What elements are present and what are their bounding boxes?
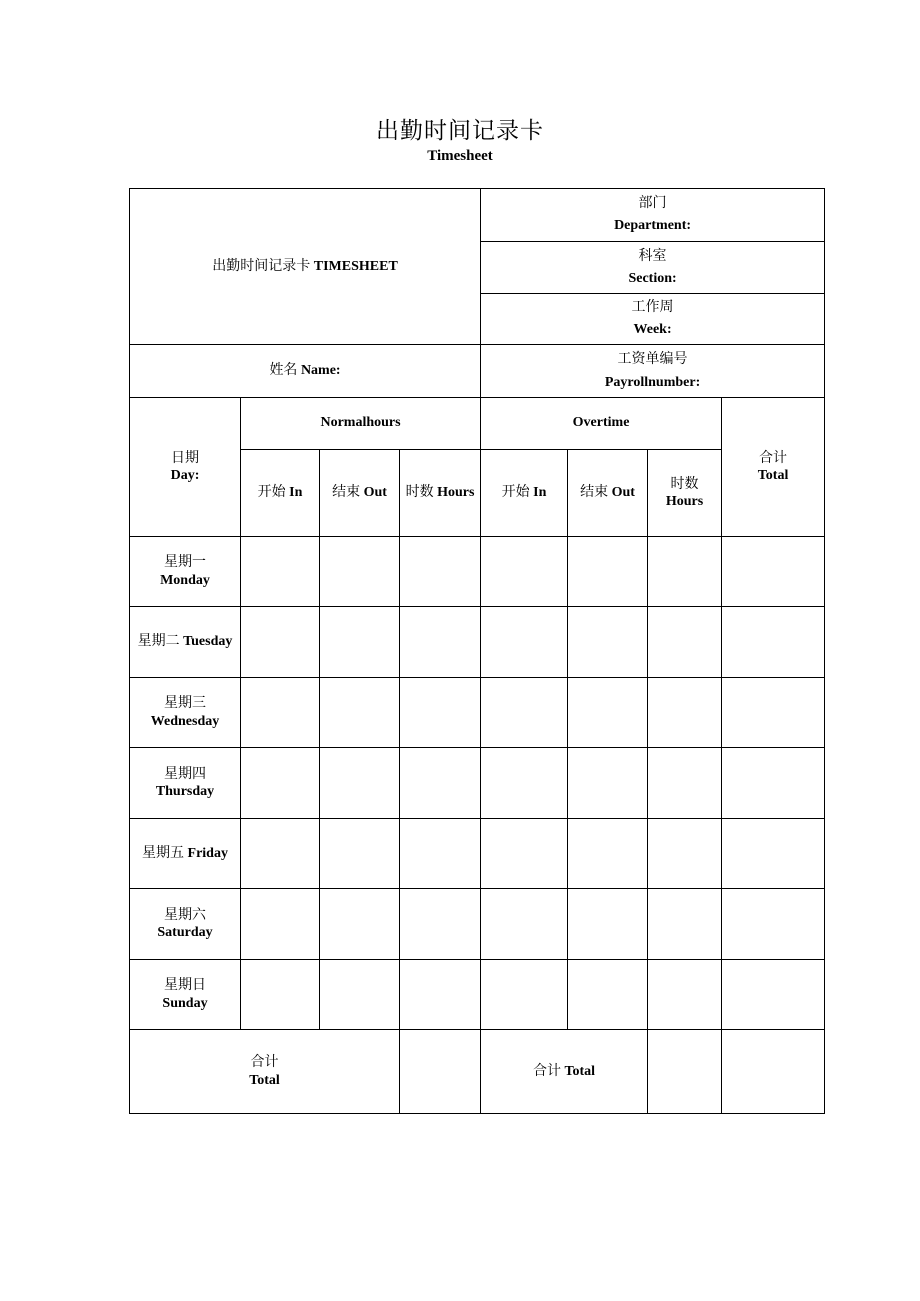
total-cell[interactable] xyxy=(722,678,825,748)
normal-in-en: In xyxy=(289,485,303,501)
ot-out-en: Out xyxy=(611,485,635,501)
ot-out-cell[interactable] xyxy=(568,960,648,1030)
ot-in-cell[interactable] xyxy=(481,819,568,889)
total-cell[interactable] xyxy=(722,537,825,607)
normal-out-cell[interactable] xyxy=(320,889,400,960)
normal-hours-cell[interactable] xyxy=(400,748,481,819)
table-row xyxy=(130,960,825,1030)
timesheet-heading-en: TIMESHEET xyxy=(313,258,398,274)
totals-row xyxy=(130,1030,825,1114)
ot-hours-cn: 时数 xyxy=(670,475,699,492)
normal-in-cell[interactable] xyxy=(241,819,320,889)
name-label-en: Name: xyxy=(300,363,341,379)
payroll-field[interactable] xyxy=(481,345,825,398)
ot-hours-cell[interactable] xyxy=(648,748,722,819)
total-cell[interactable] xyxy=(722,748,825,819)
normal-total-value-cell[interactable] xyxy=(400,1030,481,1114)
ot-hours-header xyxy=(648,450,722,537)
ot-in-cell[interactable] xyxy=(481,607,568,678)
ot-out-header xyxy=(568,450,648,537)
normal-in-cell[interactable] xyxy=(241,607,320,678)
normal-hours-label: Normalhours xyxy=(320,415,401,431)
normal-hours-cell[interactable] xyxy=(400,607,481,678)
table-row xyxy=(130,889,825,960)
day-cn: 星期一 xyxy=(164,554,206,571)
normal-hours-cell[interactable] xyxy=(400,819,481,889)
timesheet-table xyxy=(129,188,825,1114)
table-row xyxy=(130,607,825,678)
ot-out-cell[interactable] xyxy=(568,748,648,819)
day-en: Sunday xyxy=(162,995,208,1011)
ot-in-cell[interactable] xyxy=(481,678,568,748)
payroll-label-cn: 工资单编号 xyxy=(617,351,688,367)
grand-total-value-cell[interactable] xyxy=(722,1030,825,1114)
overtime-total-en: Total xyxy=(564,1063,596,1079)
day-cn: 星期四 xyxy=(164,765,206,782)
department-field[interactable] xyxy=(481,189,825,242)
normal-out-cn: 结束 xyxy=(332,484,361,501)
ot-hours-cell[interactable] xyxy=(648,889,722,960)
normal-hours-group-header xyxy=(241,398,481,450)
ot-out-cell[interactable] xyxy=(568,537,648,607)
overtime-total-value-cell[interactable] xyxy=(648,1030,722,1114)
day-en: Friday xyxy=(187,845,228,861)
week-label-en: Week: xyxy=(633,322,672,337)
name-field[interactable] xyxy=(130,345,481,398)
normal-in-cell[interactable] xyxy=(241,678,320,748)
day-en: Monday xyxy=(160,572,210,588)
ot-hours-cell[interactable] xyxy=(648,537,722,607)
department-label-en: Department: xyxy=(614,218,692,233)
total-cell[interactable] xyxy=(722,960,825,1030)
day-en: Tuesday xyxy=(183,634,233,650)
day-label-friday xyxy=(130,819,241,889)
normal-hours-cell[interactable] xyxy=(400,960,481,1030)
table-row xyxy=(130,678,825,748)
normal-out-cell[interactable] xyxy=(320,819,400,889)
day-cn: 星期五 xyxy=(142,844,185,861)
normal-out-cell[interactable] xyxy=(320,960,400,1030)
ot-out-cell[interactable] xyxy=(568,819,648,889)
section-field[interactable] xyxy=(481,242,825,294)
day-label-thursday xyxy=(130,748,241,819)
normal-out-cell[interactable] xyxy=(320,537,400,607)
normal-total-label xyxy=(130,1030,400,1114)
ot-in-en: In xyxy=(533,485,547,501)
ot-in-cell[interactable] xyxy=(481,537,568,607)
table-row xyxy=(130,537,825,607)
normal-in-cell[interactable] xyxy=(241,960,320,1030)
ot-out-cn: 结束 xyxy=(580,484,609,501)
day-en: Wednesday xyxy=(150,713,220,729)
ot-out-cell[interactable] xyxy=(568,607,648,678)
day-cn: 星期六 xyxy=(164,906,206,923)
ot-hours-cell[interactable] xyxy=(648,960,722,1030)
normal-hours-cell[interactable] xyxy=(400,678,481,748)
day-label-saturday xyxy=(130,889,241,960)
overtime-total-label xyxy=(481,1030,648,1114)
page-subtitle: Timesheet xyxy=(427,148,493,164)
normal-out-header xyxy=(320,450,400,537)
normal-in-cell[interactable] xyxy=(241,748,320,819)
day-cn: 星期三 xyxy=(164,695,206,712)
timesheet-heading-cn: 出勤时间记录卡 xyxy=(212,257,311,274)
day-label-wednesday xyxy=(130,678,241,748)
normal-out-cell[interactable] xyxy=(320,607,400,678)
overtime-group-header xyxy=(481,398,722,450)
day-header-cn: 日期 xyxy=(171,449,199,466)
ot-in-header xyxy=(481,450,568,537)
ot-out-cell[interactable] xyxy=(568,889,648,960)
department-label-cn: 部门 xyxy=(638,195,667,211)
normal-in-cell[interactable] xyxy=(241,537,320,607)
payroll-label-en: Payrollnumber: xyxy=(604,375,701,390)
overtime-total-cn: 合计 xyxy=(532,1062,561,1079)
ot-hours-cell[interactable] xyxy=(648,607,722,678)
ot-in-cell[interactable] xyxy=(481,748,568,819)
normal-hours-cn: 时数 xyxy=(405,484,434,501)
normal-out-en: Out xyxy=(363,485,387,501)
week-label-cn: 工作周 xyxy=(631,299,674,315)
ot-out-cell[interactable] xyxy=(568,678,648,748)
timesheet-heading-cell xyxy=(130,189,481,345)
day-cn: 星期日 xyxy=(164,977,206,994)
ot-hours-en: Hours xyxy=(665,494,704,509)
ot-hours-cell[interactable] xyxy=(648,819,722,889)
normal-hours-cell[interactable] xyxy=(400,889,481,960)
total-cell[interactable] xyxy=(722,607,825,678)
normal-hours-header xyxy=(400,450,481,537)
day-label-sunday xyxy=(130,960,241,1030)
day-column-header xyxy=(130,398,241,537)
day-label-tuesday xyxy=(130,607,241,678)
day-en: Saturday xyxy=(157,925,213,940)
table-row xyxy=(130,748,825,819)
ot-in-cell[interactable] xyxy=(481,889,568,960)
normal-out-cell[interactable] xyxy=(320,678,400,748)
ot-in-cell[interactable] xyxy=(481,960,568,1030)
day-label-monday xyxy=(130,537,241,607)
normal-in-cell[interactable] xyxy=(241,889,320,960)
overtime-label: Overtime xyxy=(572,415,630,431)
day-en: Thursday xyxy=(155,784,215,799)
table-row xyxy=(130,819,825,889)
total-column-header xyxy=(722,398,825,537)
section-label-en: Section: xyxy=(628,270,677,286)
normal-total-en: Total xyxy=(249,1072,280,1088)
total-cell[interactable] xyxy=(722,819,825,889)
total-cell[interactable] xyxy=(722,889,825,960)
normal-hours-en: Hours xyxy=(437,485,475,501)
normal-out-cell[interactable] xyxy=(320,748,400,819)
name-label-cn: 姓名 xyxy=(269,362,298,379)
day-cn: 星期二 xyxy=(137,633,180,650)
total-header-en: Total xyxy=(757,468,789,483)
week-field[interactable] xyxy=(481,294,825,345)
ot-hours-cell[interactable] xyxy=(648,678,722,748)
normal-total-cn: 合计 xyxy=(250,1054,279,1071)
day-header-en: Day: xyxy=(170,468,200,483)
normal-in-cn: 开始 xyxy=(257,484,286,501)
total-header-cn: 合计 xyxy=(759,449,788,466)
ot-in-cn: 开始 xyxy=(501,484,530,501)
section-label-cn: 科室 xyxy=(638,247,667,264)
page-title: 出勤时间记录卡 xyxy=(376,118,544,144)
normal-in-header xyxy=(241,450,320,537)
normal-hours-cell[interactable] xyxy=(400,537,481,607)
